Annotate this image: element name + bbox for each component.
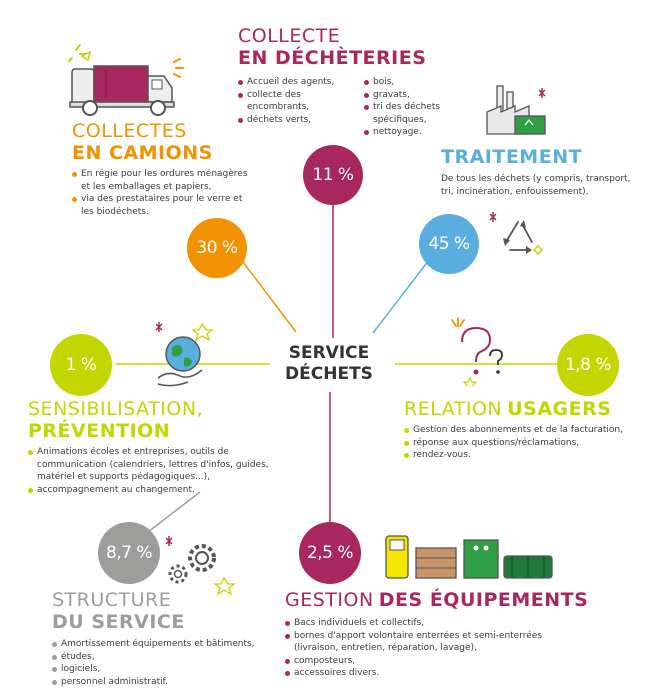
decheteries-list-col2 [364,76,456,139]
camions-list [72,168,257,218]
structure-percent-circle [98,522,160,584]
prevention-list [28,446,290,496]
prevention-title-light: SENSIBILISATION, [28,398,204,420]
structure-title-bold: DU SERVICE [52,611,185,633]
equipements-title-light: GESTION [285,589,374,611]
list-item: accessoires divers. [285,667,585,680]
structure-title-light: STRUCTURE [52,589,172,611]
traitement-title-bold: TRAITEMENT [441,146,583,168]
center-title [270,343,388,385]
decheteries-percent: 11 % [312,165,354,185]
list-item: nettoyage. [364,126,456,139]
list-item: Accueil des agents, [238,76,356,89]
list-item: bornes d'apport volontaire enterrées et semi-enterrées (livraison, entretien, réparation, lavage), [285,630,585,655]
list-item: rendez-vous. [404,449,624,462]
connector-camions [240,258,296,332]
connector-structure [148,492,200,532]
list-item: déchets verts, [238,114,356,127]
recycle-icon [486,210,552,266]
decheteries-title-bold: EN DÉCHÈTERIES [238,47,427,69]
usagers-title-bold: USAGERS [507,398,612,420]
structure-list [52,638,272,688]
factory-icon [477,78,557,138]
list-item: Animations écoles et entreprises, outils de communication (calendriers, lettres d'infos, guides, matériel et supports pédagogiques...), [28,446,290,484]
list-item: Gestion des abonnements et de la facturation, [404,424,624,437]
decheteries-percent-circle [303,145,363,205]
equipements-title-bold: DES ÉQUIPEMENTS [378,589,589,611]
camions-percent-circle [187,218,247,278]
question-mark-icon [444,316,514,386]
decheteries-title-light: COLLECTE [238,25,341,47]
center-title-line1: SERVICE [288,343,370,363]
list-item: En régie pour les ordures ménagères et les emballages et papiers, [72,168,257,193]
list-item: tri des déchets spécifiques, [364,101,456,126]
list-item: études, [52,651,272,664]
usagers-title-light: RELATION [404,398,503,420]
structure-percent: 8,7 % [105,543,153,563]
list-item: collecte des encombrants, [238,89,356,114]
list-item: gravats, [364,89,456,102]
prevention-percent-circle [50,334,112,396]
usagers-title [404,398,611,420]
usagers-percent-circle [557,334,619,396]
camions-title-bold: EN CAMIONS [72,142,213,164]
list-item: Amortissement équipements et bâtiments, [52,638,272,651]
bins-icon [378,532,556,582]
list-item: Bacs individuels et collectifs, [285,617,585,630]
list-item: personnel administratif. [52,676,272,689]
equipements-list [285,617,585,680]
list-item: via des prestataires pour le verre et les biodéchets. [72,193,257,218]
globe-hand-icon [150,318,220,390]
traitement-percent-circle [419,214,479,274]
list-item: réponse aux questions/réclamations, [404,437,624,450]
list-item: logiciels, [52,663,272,676]
usagers-list [404,424,624,462]
decheteries-list-col1 [238,76,356,126]
equipements-percent-circle [299,522,361,584]
camions-title-light: COLLECTES [72,120,187,142]
list-item: accompagnement au changement. [28,484,290,497]
traitement-text: De tous les déchets (y compris, transport, tri, incinération, enfouissement). [441,174,631,197]
camions-percent: 30 % [196,238,238,258]
traitement-percent: 45 % [428,234,470,254]
prevention-title-bold: PRÉVENTION [28,420,171,442]
prevention-percent: 1 % [65,355,97,375]
center-title-line2: DÉCHETS [285,364,373,384]
list-item: composteurs, [285,655,585,668]
connector-traitement [373,260,429,333]
equipements-title [285,589,588,611]
usagers-percent: 1,8 % [564,355,612,375]
list-item: bois, [364,76,456,89]
garbage-truck-icon [62,42,187,117]
equipements-percent: 2,5 % [306,543,354,563]
